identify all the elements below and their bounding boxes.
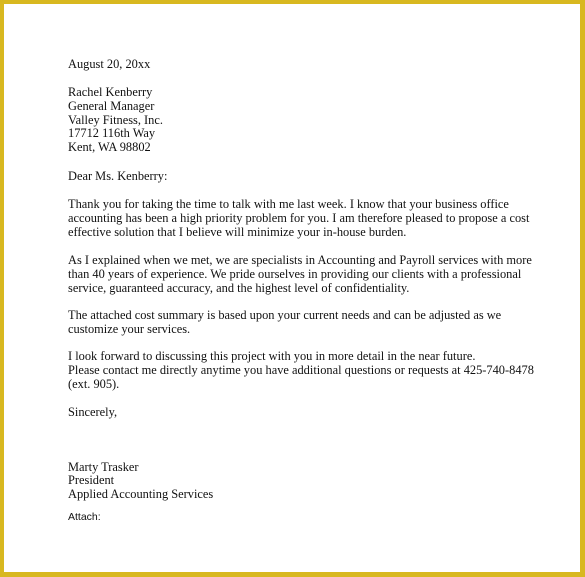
letter-date: August 20, 20xx bbox=[68, 57, 151, 71]
recipient-city: Kent, WA 98802 bbox=[68, 140, 151, 154]
paragraph-line: accounting has been a high priority problem for you. I am therefore pleased to propose a cost bbox=[68, 211, 530, 225]
recipient-name: Rachel Kenberry bbox=[68, 85, 153, 99]
closing: Sincerely, bbox=[68, 405, 118, 419]
letter-page bbox=[4, 4, 580, 572]
salutation: Dear Ms. Kenberry: bbox=[68, 169, 168, 183]
paragraph-line: Thank you for taking the time to talk with me last week. I know that your business office bbox=[68, 197, 509, 211]
signer-title: President bbox=[68, 473, 115, 487]
paragraph-line: I look forward to discussing this project with you in more detail in the near future. bbox=[68, 349, 476, 363]
paragraph-line: The attached cost summary is based upon your current needs and can be adjusted as we bbox=[68, 308, 502, 322]
paragraph-line: effective solution that I believe will minimize your in-house burden. bbox=[68, 225, 407, 239]
recipient-company: Valley Fitness, Inc. bbox=[68, 113, 163, 127]
paragraph-line: than 40 years of experience. We pride ourselves in providing our clients with a professional bbox=[68, 267, 522, 281]
signer-name: Marty Trasker bbox=[68, 460, 139, 474]
recipient-street: 17712 116th Way bbox=[68, 126, 156, 140]
attachment-label: Attach: bbox=[68, 511, 101, 523]
signer-company: Applied Accounting Services bbox=[68, 487, 214, 501]
paragraph-line: (ext. 905). bbox=[68, 377, 120, 391]
paragraph-line: Please contact me directly anytime you have additional questions or requests at 425-740-8478 bbox=[68, 363, 534, 377]
paragraph-line: service, guaranteed accuracy, and the highest level of confidentiality. bbox=[68, 281, 410, 295]
paragraph-line: customize your services. bbox=[68, 322, 191, 336]
recipient-title: General Manager bbox=[68, 99, 155, 113]
paragraph-line: As I explained when we met, we are specialists in Accounting and Payroll services with more bbox=[68, 253, 532, 267]
